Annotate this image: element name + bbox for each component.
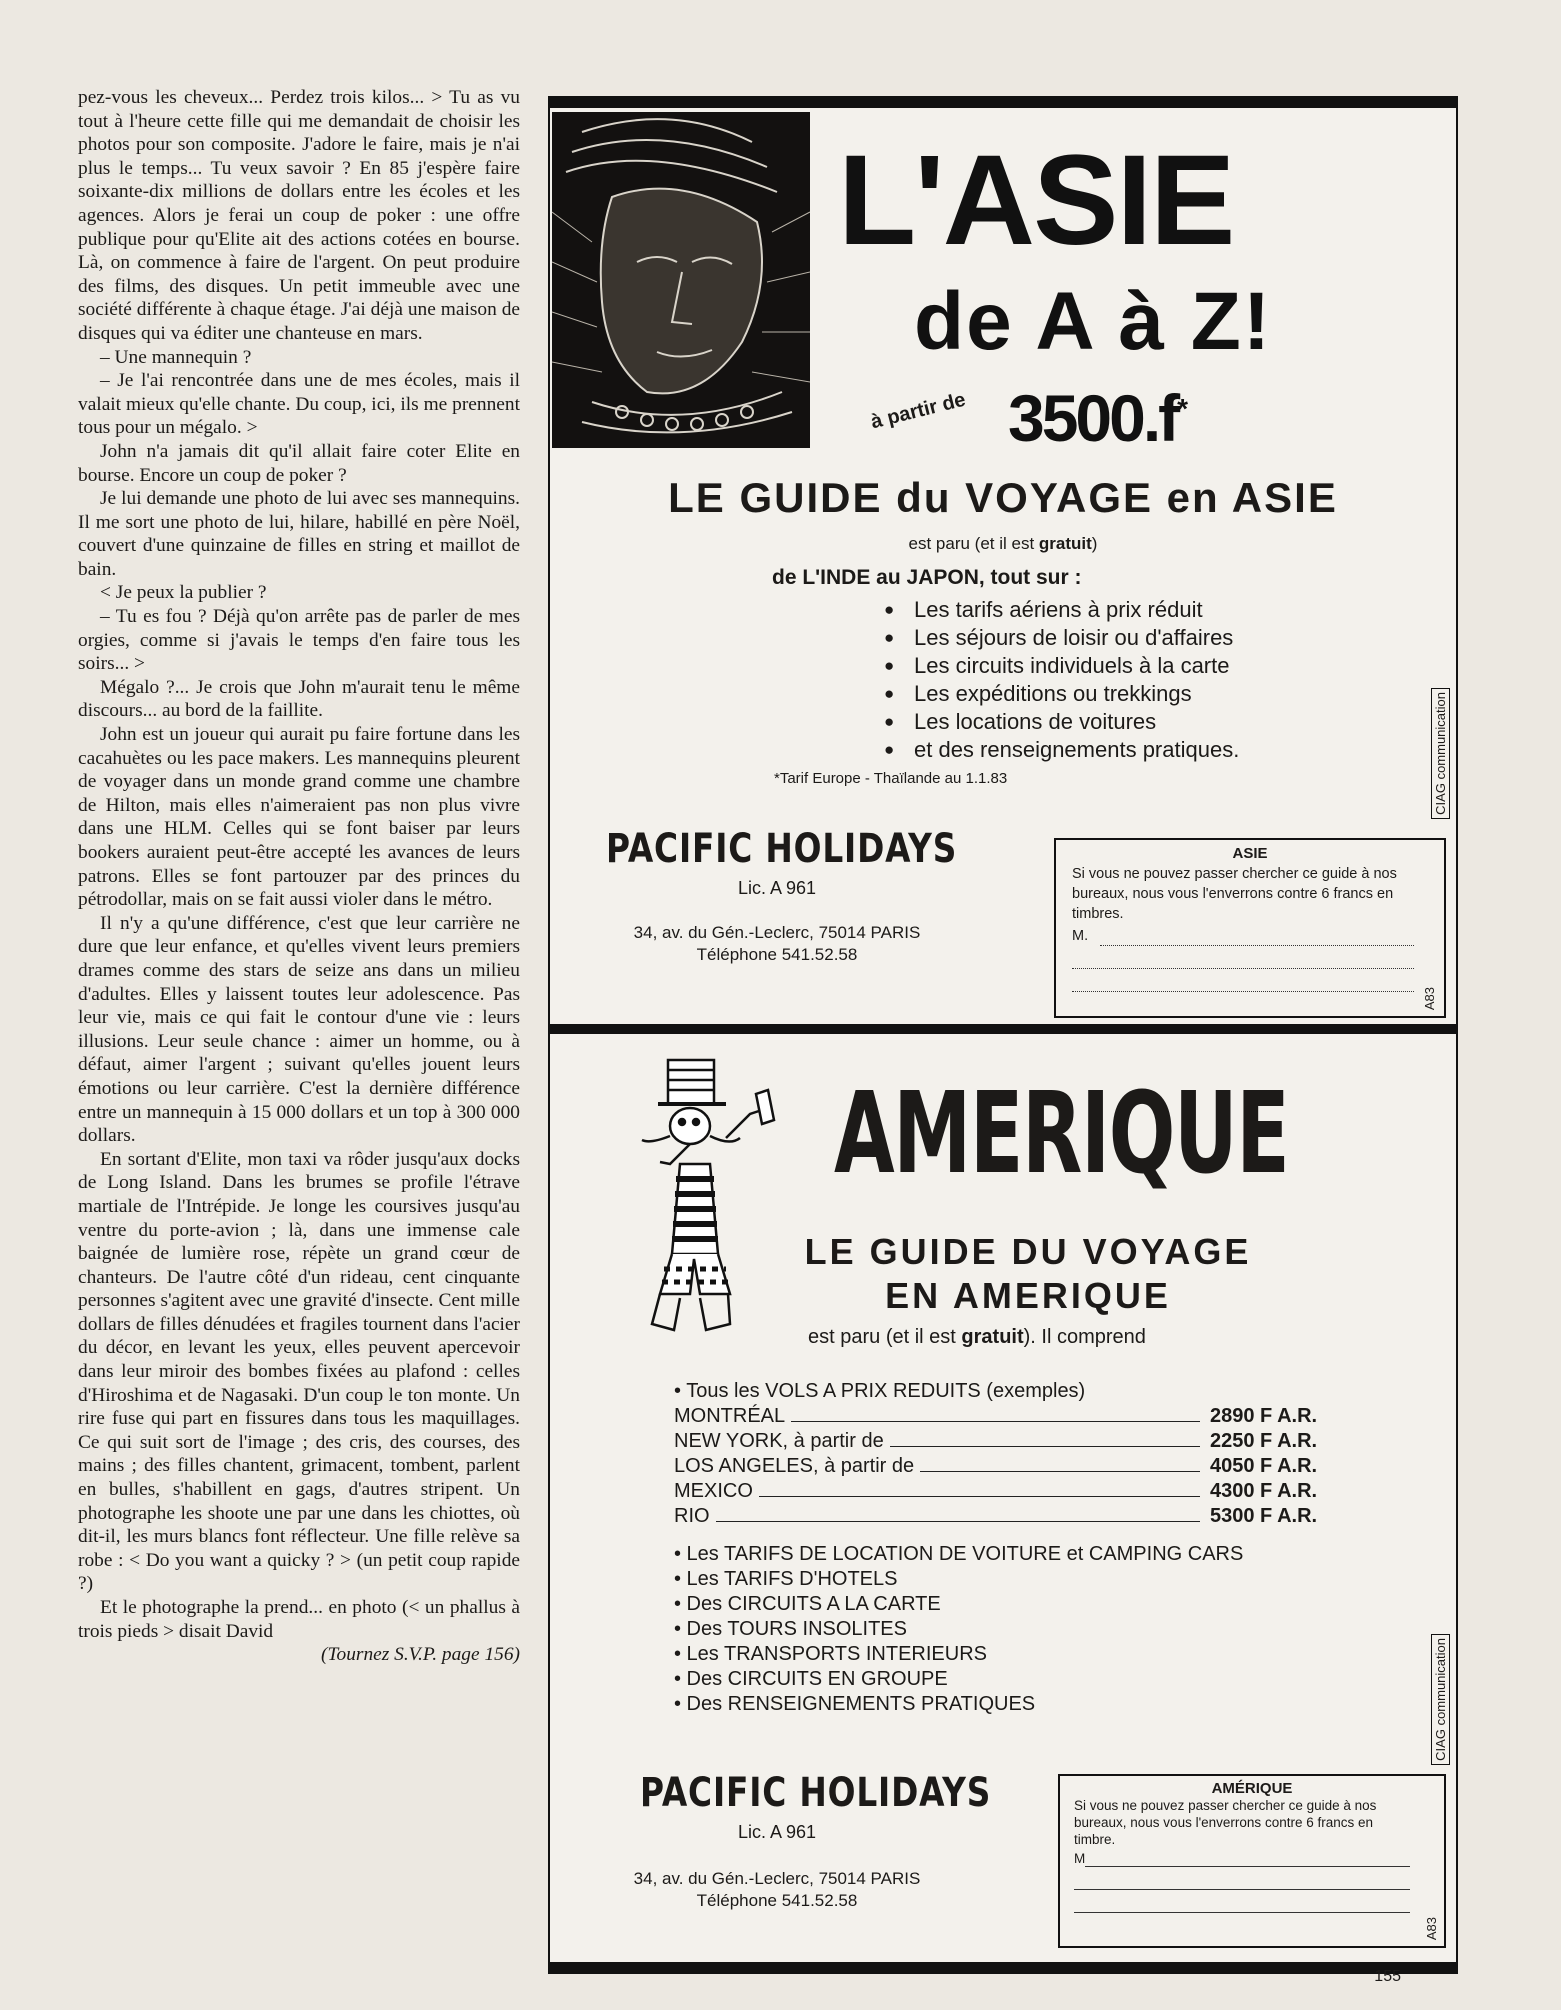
asie-price: 3500.f* bbox=[1008, 381, 1186, 455]
asie-subtitle: de A à Z! bbox=[914, 276, 1273, 367]
coupon-name-field[interactable]: M. bbox=[1056, 924, 1444, 946]
list-item: ● Les locations de voitures bbox=[884, 708, 1239, 736]
asie-guide-sub: est paru (et il est gratuit) bbox=[908, 534, 1098, 553]
coupon-title: AMÉRIQUE bbox=[1211, 1780, 1293, 1797]
price-prefix: à partir de bbox=[868, 388, 968, 434]
list-item: ● Les circuits individuels à la carte bbox=[884, 652, 1239, 680]
asie-footnote: *Tarif Europe - Thaïlande au 1.1.83 bbox=[774, 770, 1008, 787]
article-paragraph: – Tu es fou ? Déjà qu'on arrête pas de parler de mes orgies, comme si j'avais le temps d'en faire tous les soirs... > bbox=[78, 606, 520, 675]
page-number: 155 bbox=[1374, 1968, 1401, 1985]
coupon-address-line[interactable] bbox=[1074, 1896, 1410, 1913]
list-item: ● Les tarifs aériens à prix réduit bbox=[884, 596, 1239, 624]
fare-table bbox=[674, 1404, 1338, 1529]
article-paragraph: – Je l'ai rencontrée dans une de mes écoles, mais il valait mieux qu'elle chante. Du coup, ici, ils me prennent tous pour un mégalo. > bbox=[78, 370, 520, 439]
article-paragraph: Mégalo ?... Je crois que John m'aurait tenu le même discours... au bord de la faillite. bbox=[78, 676, 520, 722]
list-item: ● et des renseignements pratiques. bbox=[884, 736, 1239, 764]
fare-row: NEW YORK, à partir de 2250 F A.R. bbox=[674, 1430, 1318, 1452]
article-paragraph: John est un joueur qui aurait pu faire fortune dans les cacahuètes ou les pace makers. Les mannequins pleurent de voyager dans un monde grand comme une chambre de Hilton, mais elles n'aimeraient pas non plus vivre dans une HLM. Celles qui se font baiser par leurs bookers auraient peut-être accepté les avances de leurs patrons. Elles se font partouzer par des princes du pétrodollar, mais on se fait aussi violer dans le métro. bbox=[78, 724, 520, 911]
article-paragraph: < Je peux la publier ? bbox=[100, 582, 267, 604]
list-item: ● Les expéditions ou trekkings bbox=[884, 680, 1239, 708]
asie-range: de L'INDE au JAPON, tout sur : bbox=[772, 566, 1082, 589]
article-paragraph: pez-vous les cheveux... Perdez trois kilos... > Tu as vu tout à l'heure cette fille qui me demandait de choisir les photos pour son composite. J'adore le faire, mais je n'ai plus le temps... Tu veux savoir ? En 85 j'espère faire soixante-dix millions de dollars entre les écoles et les agences. Alors je ferai un coup de poker : une offre publique pour qu'Elite ait des actions cotées en bourse. Là, on commence à faire de l'argent. On peut produire des films, des disques. Un petit immeuble avec une société différente à chaque étage. J'ai déjà une maison de disques qui va éditer une chanteuse en mars. bbox=[78, 87, 520, 344]
fare-row: LOS ANGELES, à partir de 4050 F A.R. bbox=[674, 1455, 1318, 1477]
ad-code: A83 bbox=[1422, 986, 1437, 1010]
asie-title: L'ASIE bbox=[838, 129, 1234, 272]
asie-guide-title: LE GUIDE du VOYAGE en ASIE bbox=[668, 474, 1338, 521]
article-paragraph: John n'a jamais dit qu'il allait faire coter Elite en bourse. Encore un coup de poker ? bbox=[78, 440, 520, 486]
article-paragraph: En sortant d'Elite, mon taxi va rôder jusqu'aux docks de Long Island. Dans les brumes se profile l'étrave martiale de l'Intrépide. Je longe les coursives jusqu'au ventre du porte-avion ; là, dans une immense cale baignée de lumière rose, répète un grand cœur de chanteurs. De l'autre côté d'un rideau, cent cinquante personnes s'agitent avec une gravité d'insecte. Cent mille dollars de filles dénudées et fragiles tournent dans l'acier du décor, en levant les yeux, elles peuvent apercevoir dans leur miroir des bombes fixées au plafond : celles d'Hiroshima et de Nagasaki. D'un coup le ton monte. Un rire fuse qui part en fissures dans tous les maquillages. Ce qui suit sort de l'image ; des cris, des courses, des mains ; des filles chantent, grimacent, tombent, parlent en bulles, s'habillent en gags, d'autres stripent. Un photographe les shoote une par une dans les chiottes, où dit-il, les murs blancs font réflecteur. Une fille relève sa robe : < Do you want a quicky ? > (un petit coup rapide ?) bbox=[78, 1148, 520, 1595]
article-paragraph: Il n'y a qu'une différence, c'est que leur carrière ne dure que leur enfance, et qu'elles vivent leurs premiers drames comme des stars de seize ans dans un milieu d'adultes. Elles y laissent toutes leur adolescence. Pas leur vie, mais ce qui fait le contour d'une vie : leurs illusions. Leur seule chance : aimer un homme, ou à défaut, aimer l'argent ; suivant qu'elles jouent leurs émotions ou leur carrière. C'est la dernière différence entre un mannequin à 15 000 dollars et un top à 300 000 dollars. bbox=[78, 912, 520, 1147]
asie-feature-list bbox=[884, 596, 1239, 764]
fare-row: MEXICO 4300 F A.R. bbox=[674, 1480, 1318, 1502]
fare-row: RIO 5300 F A.R. bbox=[674, 1505, 1318, 1527]
license-number: Lic. A 961 bbox=[737, 1822, 817, 1842]
coupon-title: ASIE bbox=[1232, 845, 1268, 862]
woman-illustration bbox=[552, 112, 810, 448]
contact-info: 34, av. du Gén.-Leclerc, 75014 PARIS Téléphone 541.52.58 bbox=[633, 923, 921, 964]
list-item: ● Les séjours de loisir ou d'affaires bbox=[884, 624, 1239, 652]
continuation-note: (Tournez S.V.P. page 156) bbox=[321, 1644, 520, 1666]
list-item: • Des TOURS INSOLITES bbox=[674, 1618, 907, 1640]
coupon-text: Si vous ne pouvez passer chercher ce guide à nos bureaux, nous vous l'enverrons contre 6 francs en timbres. bbox=[1072, 866, 1397, 922]
coupon-address-line[interactable] bbox=[1072, 950, 1414, 969]
contact-info: 34, av. du Gén.-Leclerc, 75014 PARIS Téléphone 541.52.58 bbox=[633, 1869, 921, 1910]
amerique-advertisement bbox=[548, 1024, 1458, 1974]
article-column bbox=[78, 86, 520, 1667]
amerique-title: AMERIQUE bbox=[834, 1069, 1289, 1199]
coupon-text: Si vous ne pouvez passer chercher ce guide à nos bureaux, nous vous l'enverrons contre 6 francs en timbre. bbox=[1074, 1798, 1377, 1847]
ad-code: A83 bbox=[1424, 1916, 1439, 1940]
brand-name: PACIFIC HOLIDAYS bbox=[640, 1770, 992, 1816]
asie-advertisement bbox=[548, 96, 1458, 1028]
list-item: • Des CIRCUITS EN GROUPE bbox=[674, 1668, 948, 1690]
vols-label: • Tous les VOLS A PRIX REDUITS (exemples) bbox=[674, 1380, 1086, 1402]
list-item: • Des RENSEIGNEMENTS PRATIQUES bbox=[674, 1693, 1036, 1715]
list-item: • Les TARIFS D'HOTELS bbox=[674, 1568, 898, 1590]
coupon-address-line[interactable] bbox=[1074, 1873, 1410, 1890]
brand-name: PACIFIC HOLIDAYS bbox=[606, 826, 958, 872]
amerique-guide-sub: est paru (et il est gratuit). Il comprend bbox=[808, 1326, 1146, 1348]
amerique-feature-list bbox=[674, 1542, 1243, 1717]
article-paragraph: – Une mannequin ? bbox=[100, 346, 252, 368]
coupon-name-field[interactable]: M bbox=[1060, 1848, 1444, 1867]
agency-credit: CIAG communication bbox=[1431, 1634, 1450, 1765]
article-paragraph: Je lui demande une photo de lui avec ses mannequins. Il me sort une photo de lui, hilare, habillé en père Noël, couvert d'une quinzaine de filles en string et maillot de bain. bbox=[78, 488, 520, 580]
order-coupon[interactable] bbox=[1058, 1774, 1446, 1948]
coupon-address-line[interactable] bbox=[1072, 973, 1414, 992]
list-item: • Les TARIFS DE LOCATION DE VOITURE et CAMPING CARS bbox=[674, 1543, 1244, 1565]
license-number: Lic. A 961 bbox=[737, 878, 817, 898]
order-coupon[interactable] bbox=[1054, 838, 1446, 1018]
list-item: • Des CIRCUITS A LA CARTE bbox=[674, 1593, 941, 1615]
list-item: • Les TRANSPORTS INTERIEURS bbox=[674, 1643, 987, 1665]
agency-credit: CIAG communication bbox=[1431, 688, 1450, 819]
article-paragraph: Et le photographe la prend... en photo (< un phallus à trois pieds > disait David bbox=[78, 1597, 520, 1642]
amerique-guide-title: LE GUIDE DU VOYAGE EN AMERIQUE bbox=[804, 1231, 1252, 1316]
fare-row: MONTRÉAL 2890 F A.R. bbox=[674, 1405, 1318, 1427]
